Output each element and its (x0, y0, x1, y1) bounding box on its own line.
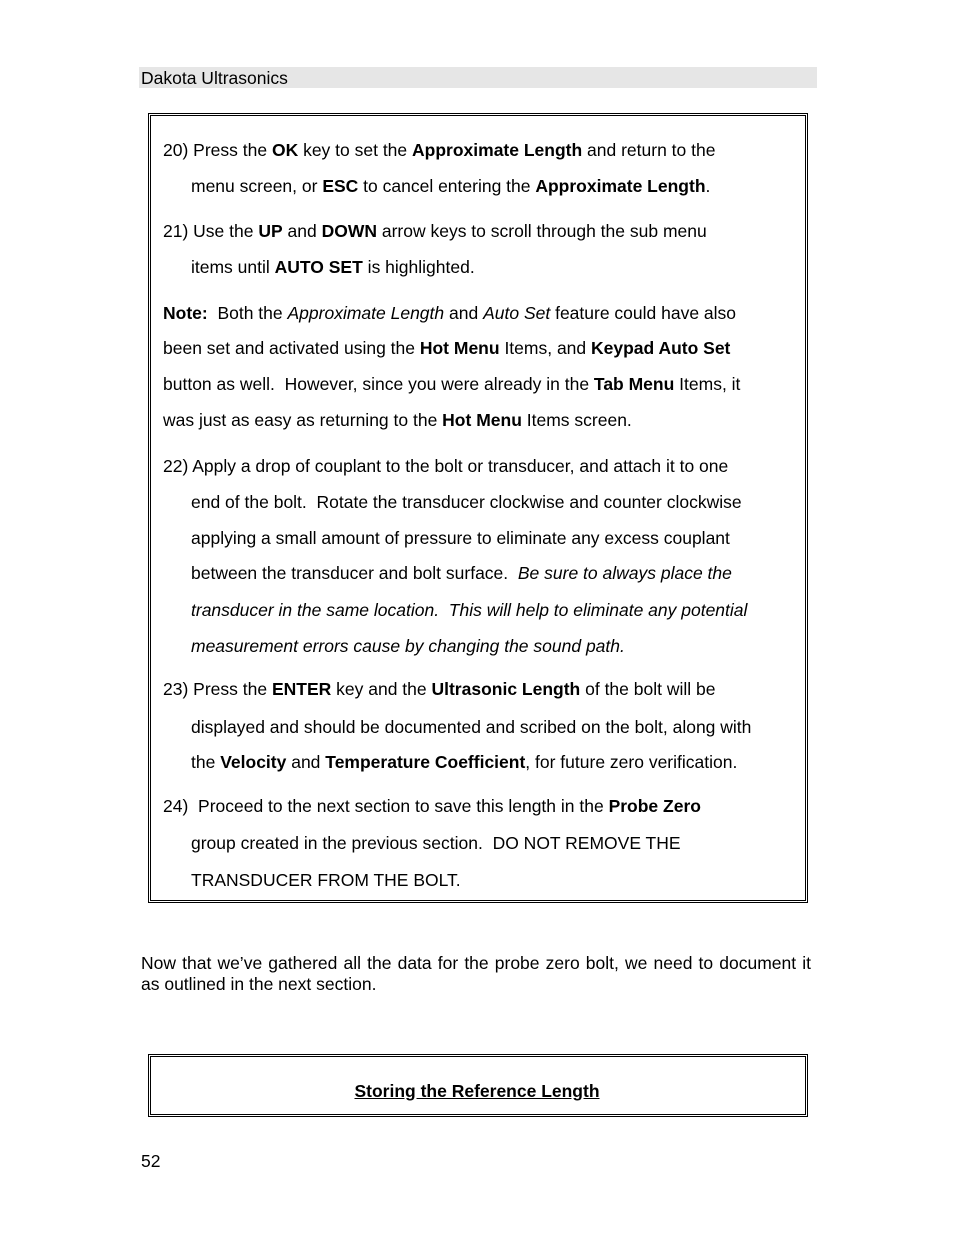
page-number: 52 (141, 1151, 161, 1171)
note-line-2: been set and activated using the Hot Menu Items, and Keypad Auto Set (163, 338, 731, 358)
body-paragraph: Now that we’ve gathered all the data for the probe zero bolt, we need to document it as outlined in the next section. (141, 953, 811, 994)
step-22-line-2: end of the bolt. Rotate the transducer clockwise and counter clockwise (191, 492, 742, 512)
step-21-line-2: items until AUTO SET is highlighted. (191, 257, 475, 277)
step-24-line-3: TRANSDUCER FROM THE BOLT. (191, 870, 461, 890)
step-23-line-2: displayed and should be documented and scribed on the bolt, along with (191, 717, 752, 737)
note-line-3: button as well. However, since you were already in the Tab Menu Items, it (163, 374, 741, 394)
step-20-line-2: menu screen, or ESC to cancel entering the Approximate Length. (191, 176, 711, 196)
header-title: Dakota Ultrasonics (141, 68, 288, 88)
step-24-line-1: 24) Proceed to the next section to save this length in the Probe Zero (163, 796, 701, 816)
note-line-4: was just as easy as returning to the Hot Menu Items screen. (163, 410, 632, 430)
step-24-line-2: group created in the previous section. DO NOT REMOVE THE (191, 833, 681, 853)
step-22-line-3: applying a small amount of pressure to eliminate any excess couplant (191, 528, 730, 548)
step-21-line-1: 21) Use the UP and DOWN arrow keys to scroll through the sub menu (163, 221, 707, 241)
step-22-line-1: 22) Apply a drop of couplant to the bolt or transducer, and attach it to one (163, 456, 729, 476)
step-22-line-4: between the transducer and bolt surface. Be sure to always place the (191, 563, 732, 583)
step-23-line-1: 23) Press the ENTER key and the Ultrasonic Length of the bolt will be (163, 679, 716, 699)
section-title: Storing the Reference Length (354, 1081, 600, 1101)
note-line-1: Note: Both the Approximate Length and Auto Set feature could have also (163, 303, 737, 323)
running-header (139, 67, 817, 88)
step-23-line-3: the Velocity and Temperature Coefficient, for future zero verification. (191, 752, 738, 772)
step-20-line-1: 20) Press the OK key to set the Approximate Length and return to the (163, 140, 716, 160)
step-22-line-6: measurement errors cause by changing the sound path. (191, 636, 625, 656)
step-22-line-5: transducer in the same location. This will help to eliminate any potential (191, 600, 748, 620)
